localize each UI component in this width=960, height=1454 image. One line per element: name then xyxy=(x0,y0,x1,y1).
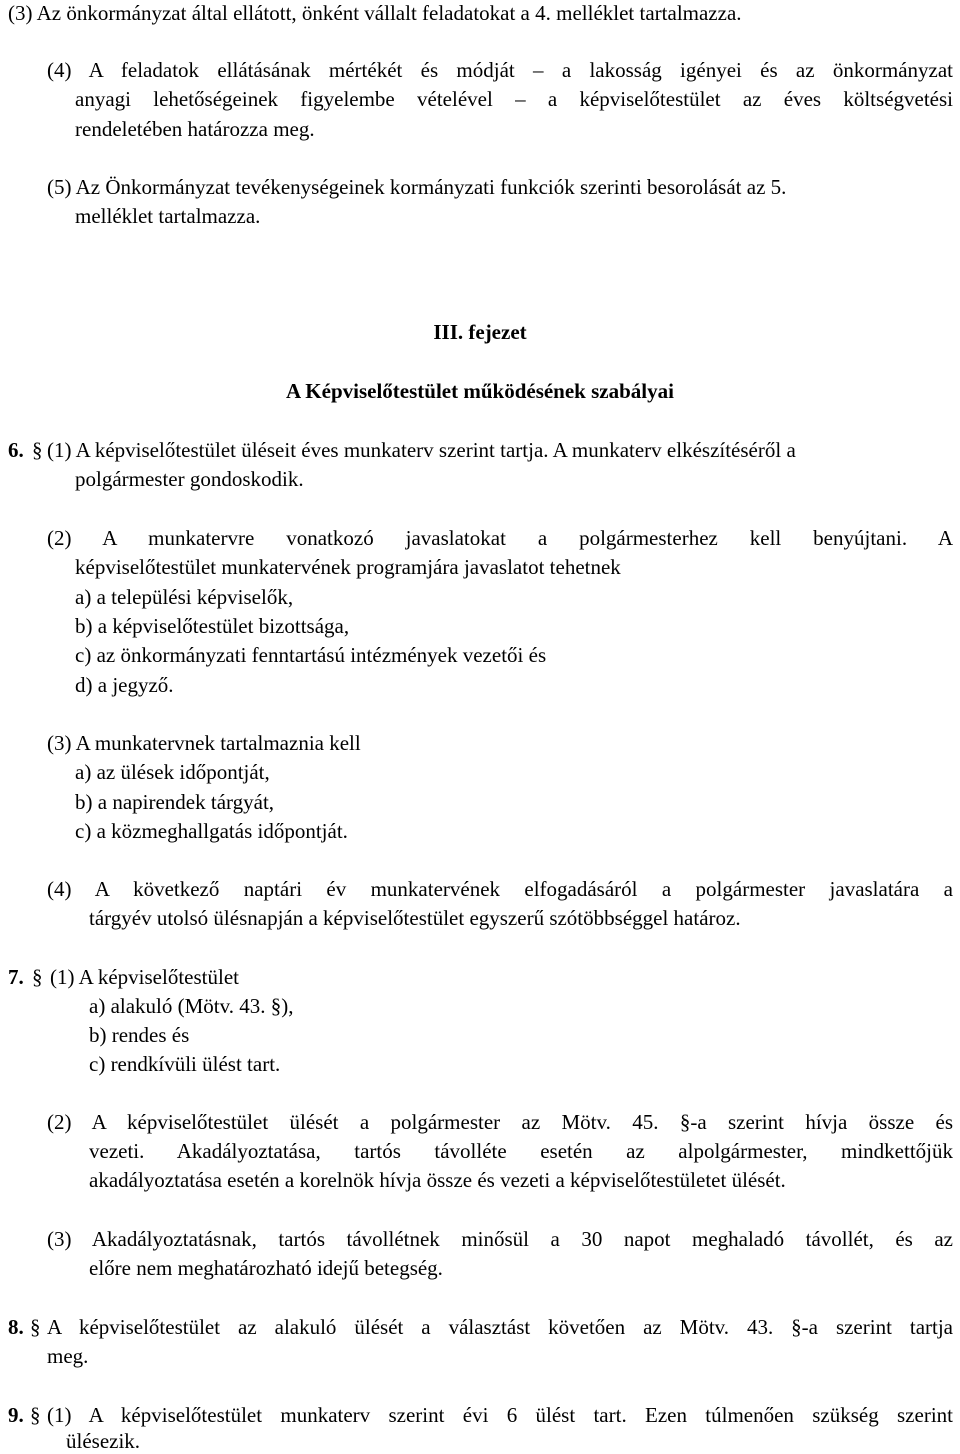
section-8-line-2: meg. xyxy=(47,1344,89,1368)
section-7-p1-line-1: (1) A képviselőtestület xyxy=(50,965,239,989)
section-8-number: 8. xyxy=(8,1315,24,1339)
section-8-sign: § xyxy=(30,1315,41,1339)
chapter-title: A Képviselőtestület működésének szabályai xyxy=(286,379,674,403)
paragraph-4-line-1: (4) A feladatok ellátásának mértékét és módját – a lakosság igényei és az önkormányzat xyxy=(47,58,953,82)
section-6-p2-item-c: c) az önkormányzati fenntartású intézmények vezetői és xyxy=(75,643,547,667)
section-7-p3-line-1: (3) Akadályoztatásnak, tartós távollétnek minősül a 30 napot meghaladó távollét, és az xyxy=(47,1227,953,1251)
paragraph-4-line-2: anyagi lehetőségeinek figyelembe vételével – a képviselőtestület az éves költségvetési xyxy=(75,87,953,111)
section-6-number: 6. xyxy=(8,438,24,462)
section-6-p4-line-1: (4) A következő naptári év munkatervének elfogadásáról a polgármester javaslatára a xyxy=(47,877,953,901)
section-6-p1-line-2: polgármester gondoskodik. xyxy=(75,467,304,491)
section-6-p2-item-b: b) a képviselőtestület bizottsága, xyxy=(75,614,350,638)
paragraph-5-line-2: melléklet tartalmazza. xyxy=(75,204,261,228)
section-9-line-2: ülésezik. xyxy=(66,1429,141,1453)
section-6-p3-item-b: b) a napirendek tárgyát, xyxy=(75,790,275,814)
section-6-p2-line-1: (2) A munkatervre vonatkozó javaslatokat a polgármesterhez kell benyújtani. A xyxy=(47,526,953,550)
section-7-p3-line-2: előre nem meghatározható idejű betegség. xyxy=(89,1256,443,1280)
section-7-p2-line-3: akadályoztatása esetén a korelnök hívja össze és vezeti a képviselőtestületet ülését. xyxy=(89,1168,786,1192)
section-6-p2-item-a: a) a települési képviselők, xyxy=(75,585,294,609)
paragraph-4-line-3: rendeletében határozza meg. xyxy=(75,117,315,141)
section-7-number: 7. xyxy=(8,965,24,989)
section-9-line-1: (1) A képviselőtestület munkaterv szerint évi 6 ülést tart. Ezen túlmenően szükség szerint xyxy=(47,1403,953,1427)
section-7-p2-line-1: (2) A képviselőtestület ülését a polgármester az Mötv. 45. §-a szerint hívja össze és xyxy=(47,1110,953,1134)
section-6-p1-line-1: (1) A képviselőtestület üléseit éves munkaterv szerint tartja. A munkaterv elkészítéséről a xyxy=(47,438,796,462)
chapter-heading: III. fejezet xyxy=(433,320,527,344)
section-6-p3-line-1: (3) A munkatervnek tartalmaznia kell xyxy=(47,731,361,755)
section-7-sign: § xyxy=(32,965,43,989)
paragraph-5-line-1: (5) Az Önkormányzat tevékenységeinek kormányzati funkciók szerinti besorolását az 5. xyxy=(47,175,787,199)
paragraph-3-line-1: (3) Az önkormányzat által ellátott, önként vállalt feladatokat a 4. melléklet tartalmazza. xyxy=(8,1,742,25)
section-6-p3-item-c: c) a közmeghallgatás időpontját. xyxy=(75,819,348,843)
section-9-number: 9. xyxy=(8,1403,24,1427)
section-6-p4-line-2: tárgyév utolsó ülésnapján a képviselőtestület egyszerű szótöbbséggel határoz. xyxy=(89,906,741,930)
section-7-p2-line-2: vezeti. Akadályoztatása, tartós távolléte esetén az alpolgármester, mindkettőjük xyxy=(89,1139,953,1163)
section-6-p3-item-a: a) az ülések időpontját, xyxy=(75,760,270,784)
section-8-line-1: A képviselőtestület az alakuló ülését a választást követően az Mötv. 43. §-a szerint tartja xyxy=(47,1315,953,1339)
section-7-p1-item-a: a) alakuló (Mötv. 43. §), xyxy=(89,994,294,1018)
section-7-p1-item-b: b) rendes és xyxy=(89,1023,190,1047)
section-6-p2-item-d: d) a jegyző. xyxy=(75,673,174,697)
section-6-p2-line-2: képviselőtestület munkatervének programjára javaslatot tehetnek xyxy=(75,555,621,579)
section-9-sign: § xyxy=(30,1403,41,1427)
section-7-p1-item-c: c) rendkívüli ülést tart. xyxy=(89,1052,281,1076)
section-6-sign: § xyxy=(32,438,43,462)
